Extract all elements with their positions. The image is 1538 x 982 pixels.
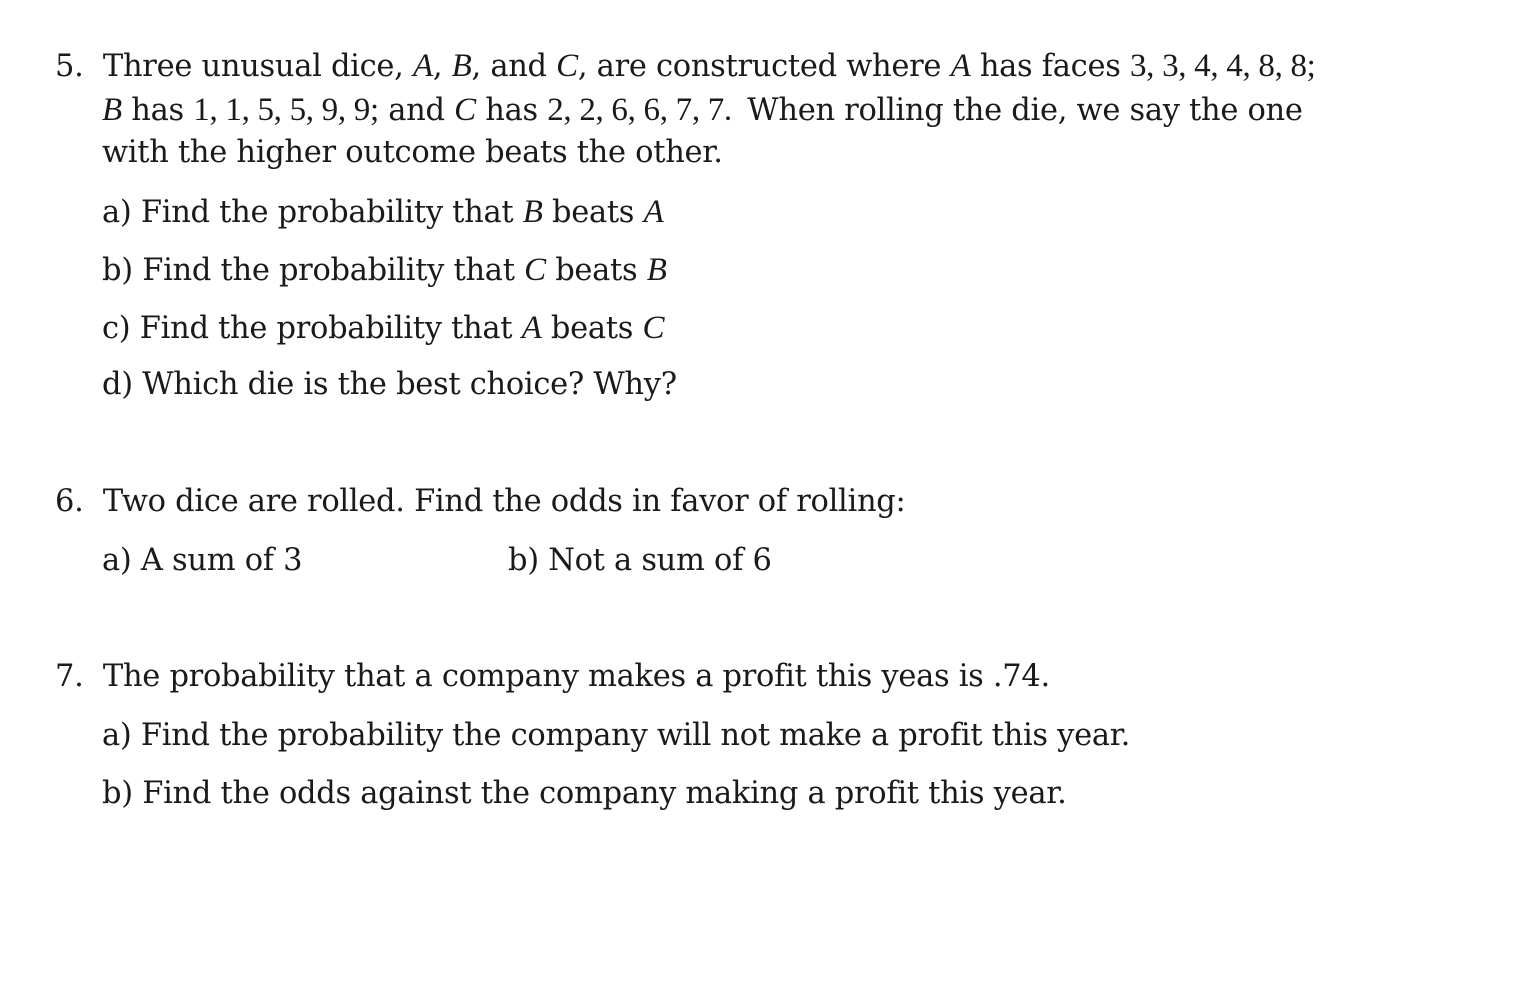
var-second: A bbox=[643, 194, 664, 230]
part-label: a) bbox=[102, 195, 132, 230]
stem-text: Two dice are rolled. Find the odds in favor of rolling: bbox=[102, 484, 906, 519]
problem-7-stem bbox=[55, 659, 1050, 694]
part-text: Which die is the best choice? Why? bbox=[142, 367, 677, 402]
part-text: Find the probability the company will not make a profit this year. bbox=[140, 718, 1131, 753]
problem-5-part-b bbox=[102, 254, 667, 287]
part-text: Not a sum of 6 bbox=[548, 543, 772, 578]
stem-text: has bbox=[485, 93, 538, 128]
part-text: beats bbox=[550, 311, 634, 346]
faces-a: 3, 3, 4, 4, 8, 8; bbox=[1129, 48, 1316, 84]
part-label: d) bbox=[102, 367, 133, 402]
stem-text: with the higher outcome beats the other. bbox=[102, 135, 723, 170]
problem-5-line-2 bbox=[102, 94, 1303, 127]
problem-number: 7. bbox=[55, 659, 84, 694]
stem-text: has faces bbox=[979, 49, 1121, 84]
comma: , bbox=[471, 49, 481, 84]
faces-c: 2, 2, 6, 6, 7, 7. bbox=[547, 92, 732, 128]
var-first: C bbox=[524, 252, 546, 288]
part-text: A sum of 3 bbox=[140, 543, 303, 578]
var-b: B bbox=[451, 48, 472, 84]
part-label: b) bbox=[102, 253, 133, 288]
stem-text: has bbox=[131, 93, 184, 128]
part-text: Find the probability that bbox=[139, 311, 513, 346]
problem-6-part-b bbox=[508, 543, 772, 578]
comma: , bbox=[432, 49, 443, 84]
var-a: A bbox=[412, 48, 433, 84]
part-label: b) bbox=[102, 776, 133, 811]
var-first: A bbox=[521, 310, 542, 346]
problem-5-line-3 bbox=[102, 135, 723, 170]
problem-6-part-a bbox=[102, 543, 303, 578]
var-a: A bbox=[950, 48, 971, 84]
problem-7-part-a bbox=[102, 718, 1131, 753]
part-text: Find the probability that bbox=[140, 195, 514, 230]
var-b: B bbox=[102, 92, 122, 128]
var-second: C bbox=[642, 310, 665, 346]
problem-number: 5. bbox=[55, 49, 84, 84]
var-second: B bbox=[646, 252, 667, 288]
problem-number: 6. bbox=[55, 484, 84, 519]
part-label: a) bbox=[102, 543, 132, 578]
stem-text: , are constructed where bbox=[577, 49, 942, 84]
stem-text: Three unusual dice, bbox=[102, 49, 404, 84]
var-c: C bbox=[454, 92, 476, 128]
problem-5-part-c bbox=[102, 312, 664, 345]
faces-b: 1, 1, 5, 5, 9, 9; bbox=[193, 92, 379, 128]
problem-7-part-b bbox=[102, 776, 1067, 811]
problem-5-part-a bbox=[102, 196, 663, 229]
problem-6-stem bbox=[55, 484, 906, 519]
var-first: B bbox=[522, 194, 543, 230]
part-text: beats bbox=[551, 195, 635, 230]
stem-text: and bbox=[490, 49, 547, 84]
stem-text: and bbox=[388, 93, 445, 128]
stem-text: When rolling the die, we say the one bbox=[747, 93, 1303, 128]
part-text: Find the probability that bbox=[142, 253, 515, 288]
stem-text: The probability that a company makes a profit this yeas is .74. bbox=[102, 659, 1050, 694]
part-label: b) bbox=[508, 543, 539, 578]
part-text: beats bbox=[555, 253, 638, 288]
problem-5-line-1 bbox=[55, 50, 1316, 83]
part-text: Find the odds against the company making a profit this year. bbox=[142, 776, 1067, 811]
var-c: C bbox=[556, 48, 578, 84]
part-label: c) bbox=[102, 311, 131, 346]
part-label: a) bbox=[102, 718, 132, 753]
problem-5-part-d bbox=[102, 367, 677, 402]
